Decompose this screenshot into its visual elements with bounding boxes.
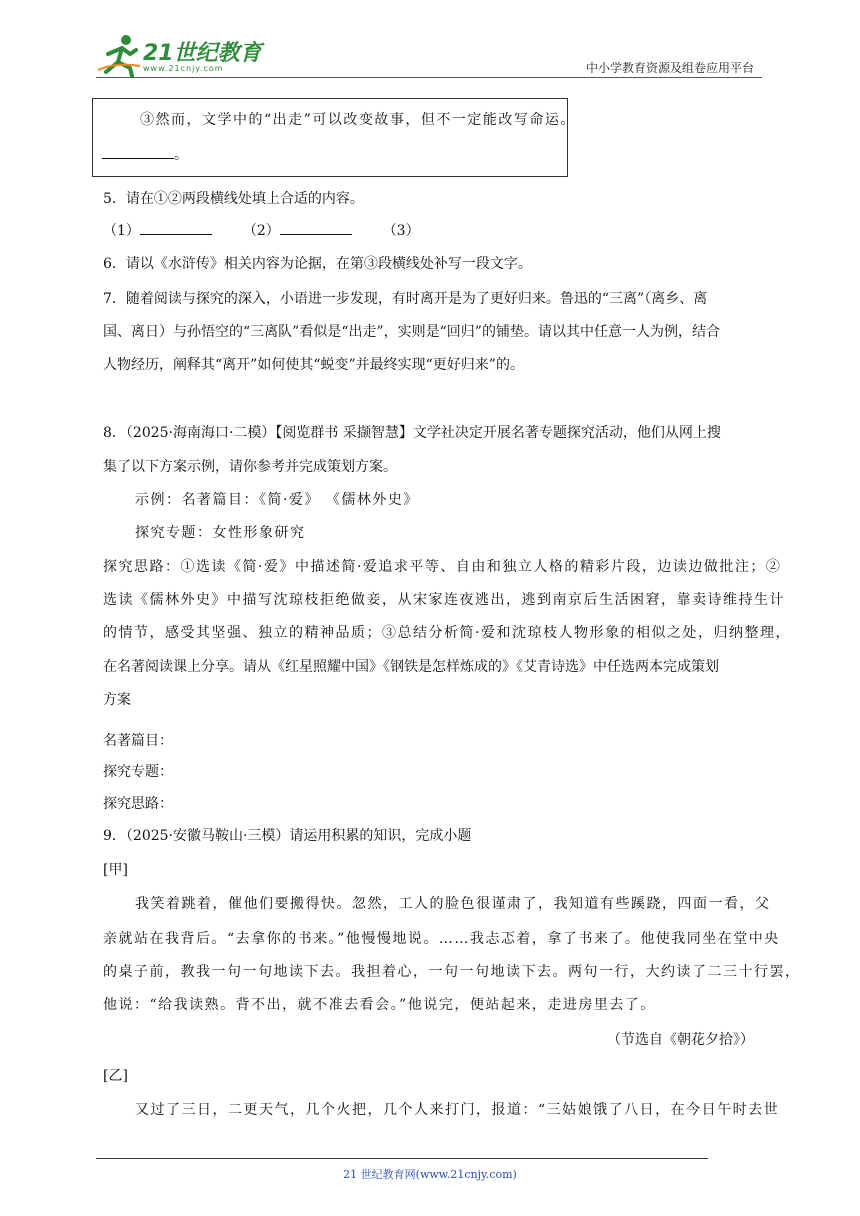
q5-part-1-label: （1） <box>103 223 140 239</box>
q8-field-idea: 探究思路： <box>103 796 173 812</box>
question-9: 9．（2025·安徽马鞍山·三模）请运用积累的知识，完成小题 <box>103 828 472 844</box>
footer-text: 21 世纪教育网(www.21cnjy.com) <box>343 1168 517 1181</box>
logo-runner-icon <box>96 32 146 78</box>
q8-example-topic: 探究专题：女性形象研究 <box>135 525 306 541</box>
box-line-2 <box>102 144 188 165</box>
passage-jia-label: [甲] <box>103 862 128 878</box>
question-7-line: 7．随着阅读与探究的深入，小语进一步发现，有时离开是为了更好归来。鲁迅的“三离”（离乡、离 <box>103 291 708 307</box>
q8-idea-line: 选读《儒林外史》中描写沈琼枝拒绝做妾，从宋家连夜逃出，逃到南京后生活困窘，靠卖诗维持生计 <box>103 592 785 608</box>
q8-task-line: 在名著阅读课上分享。请从《红星照耀中国》《钢铁是怎样炼成的》《艾青诗选》中任选两本完成策划 <box>103 659 719 675</box>
q8-task-line: 方案 <box>103 692 131 708</box>
passage-jia-line: 他说：“给我读熟。背不出，就不准去看会。”他说完，便站起来，走进房里去了。 <box>103 997 656 1013</box>
box-line-2-end: 。 <box>174 147 188 163</box>
q5-blank-1 <box>140 220 212 235</box>
q5-blank-2 <box>280 220 352 235</box>
passage-jia-line: 的桌子前，教我一句一句地读下去。我担着心，一句一句地读下去。两句一行，大约读了二三十行罢， <box>103 964 801 980</box>
platform-title: 中小学教育资源及组卷应用平台 <box>585 61 754 75</box>
question-6: 6．请以《水浒传》相关内容为论据，在第③段横线处补写一段文字。 <box>103 256 532 272</box>
question-5: 5．请在①②两段横线处填上合适的内容。 <box>103 191 364 207</box>
passage-yi-line: 又过了三日，二更天气，几个火把，几个人来打门，报道：“三姑娘饿了八日，在今日午时去世 <box>135 1102 780 1118</box>
passage-yi-label: [乙] <box>103 1068 128 1084</box>
logo-url: www.21cnjy.com <box>143 64 224 73</box>
q8-field-works: 名著篇目： <box>103 733 173 749</box>
box-line-1: ③然而，文学中的“出走”可以改变故事，但不一定能改写命运。 <box>140 112 576 128</box>
logo-title: 21世纪教育 <box>143 41 262 66</box>
q8-idea-line: 探究思路：①选读《简·爱》中描述简·爱追求平等、自由和独立人格的精彩片段，边读边做批注；② <box>103 559 782 575</box>
question-7-line: 国、离日）与孙悟空的“三离队”看似是“出走”，实则是“回归”的铺垫。请以其中任意一人为例，结合 <box>103 324 720 340</box>
q8-idea-line: 的情节，感受其坚强、独立的精神品质；③总结分析简·爱和沈琼枝人物形象的相似之处，归纳整理， <box>103 625 791 641</box>
q8-field-topic: 探究专题： <box>103 764 173 780</box>
passage-jia-source: （节选自《朝花夕拾》） <box>607 1032 754 1048</box>
q5-part-2-label: （2） <box>242 223 280 239</box>
question-8-line: 8．（2025·海南海口·二模）【阅览群书 采撷智慧】文学社决定开展名著专题探究活动，他们从网上搜 <box>103 425 721 441</box>
q8-example-works: 示例：名著篇目：《简·爱》 《儒林外史》 <box>135 492 419 508</box>
question-7-line: 人物经历，阐释其“离开”如何使其“蜕变”并最终实现“更好归来”的。 <box>103 357 524 373</box>
footer-divider <box>96 1158 708 1159</box>
q5-part-3-label: （3） <box>382 223 420 239</box>
answer-blank <box>102 144 174 159</box>
passage-jia-line: 亲就站在我背后。“去拿你的书来。”他慢慢地说。……我忐忑着，拿了书来了。他使我同坐在堂中央 <box>103 931 780 947</box>
header-divider <box>96 77 762 78</box>
passage-jia-line: 我笑着跳着，催他们要搬得快。忽然，工人的脸色很谨肃了，我知道有些蹊跷，四面一看，父 <box>135 896 771 912</box>
question-5-blanks <box>103 220 420 241</box>
question-8-line: 集了以下方案示例，请你参考并完成策划方案。 <box>103 459 397 475</box>
